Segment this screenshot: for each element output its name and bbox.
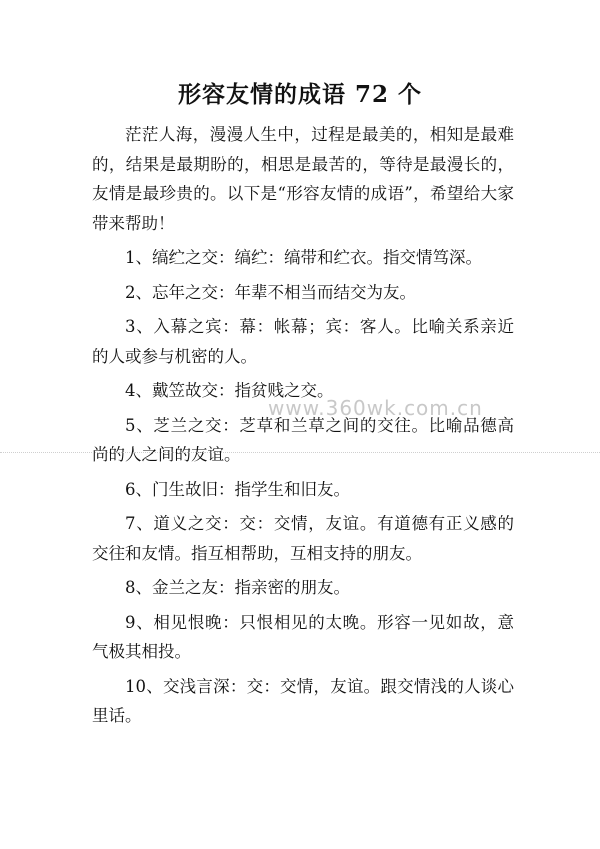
idiom-item-8: 8、金兰之友：指亲密的朋友。 [125,578,350,597]
document-body [92,120,514,736]
idiom-item-5: 5、芝兰之交：芝草和兰草之间的交往。比喻品德高尚的人之间的友谊。 [92,415,514,464]
watermark-text: www.360wk.com.cn [268,396,483,420]
idiom-item-7: 7、道义之交：交：交情，友谊。有道德有正义感的交往和友情。指互相帮助，互相支持的朋友。 [92,514,514,563]
intro-paragraph: 茫茫人海，漫漫人生中，过程是最美的，相知是最难的，结果是最期盼的，相思是最苦的，等待是最漫长的，友情是最珍贵的。以下是“形容友情的成语”，希望给大家带来帮助！ [92,125,514,233]
idiom-item-6: 6、门生故旧：指学生和旧友。 [125,479,350,499]
document-title: 形容友情的成语 72 个 [177,81,423,108]
idiom-item-1: 1、缟纻之交：缟纻：缟带和纻衣。指交情笃深。 [125,248,482,267]
watermark-divider [0,452,600,453]
idiom-item-3: 3、入幕之宾：幕：帐幕；宾：客人。比喻关系亲近的人或参与机密的人。 [92,317,514,366]
idiom-item-10: 10、交浅言深：交：交情，友谊。跟交情浅的人谈心里话。 [92,676,514,725]
idiom-item-4: 4、戴笠故交：指贫贱之交。 [125,381,334,400]
idiom-item-2: 2、忘年之交：年辈不相当而结交为友。 [125,282,416,302]
idiom-item-9: 9、相见恨晚：只恨相见的太晚。形容一见如故，意气极其相投。 [92,612,514,661]
